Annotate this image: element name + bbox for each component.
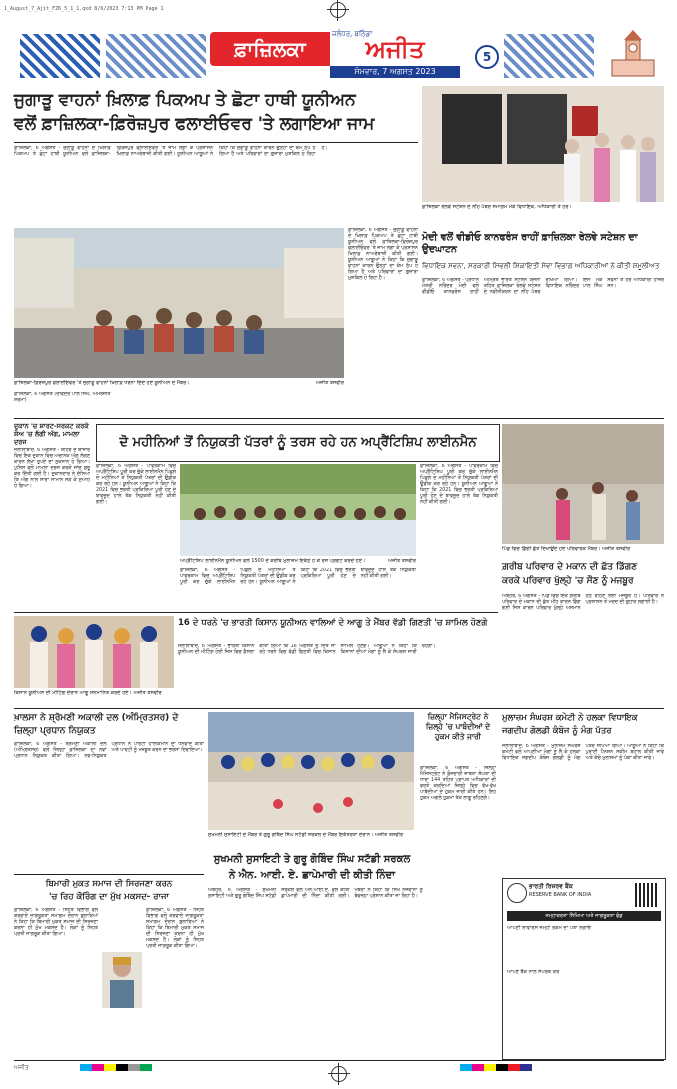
roof-body-text: ਅਬੋਹਰ, 6 ਅਗਸਤ - ਪਿੰਡ ਵਿਚ ਇਕ ਗ਼ਰੀਬ ਪਰਿਵਾਰ ਦੇ ਮਕਾਨ ਦੀ ਛੱਤ ਮੀਂਹ ਕਾਰਨ ਡਿੱਗ ਗਈ ਜਿਸ ਕਾਰਨ ਪਰਿਵਾਰ ਖੁੱਲ੍ਹੇ ਅਸਮਾਨ ਹੇਠ ਰਹਿਣ ਲਈ ਮਜਬੂਰ ਹੈ। ਪਰਿਵਾਰ ਨੇ ਪ੍ਰਸ਼ਾਸਨ ਤੋਂ ਮਦਦ ਦੀ ਗੁਹਾਰ ਲਗਾਈ ਹੈ। bbox=[502, 594, 664, 611]
apprentice-photo bbox=[180, 464, 416, 556]
divider bbox=[14, 142, 418, 143]
employee-body bbox=[502, 744, 664, 874]
fire-headline: ਦੁਕਾਨ 'ਚ ਸ਼ਾਰਟ-ਸਰਕਟ ਕਰਕੇ ਸ਼ੋਅ 'ਚ ਲੱਗੀ ਅੱਗ, ਮਾਮਲਾ ਦਰਜ bbox=[14, 422, 89, 446]
roof-caption bbox=[502, 546, 664, 554]
lead-body-continued: ਫ਼ਾਜ਼ਿਲਕਾ, 6 ਅਗਸਤ - ਜੁਗਾੜੂ ਵਾਹਨਾਂ ਦੇ ਖ਼ਿਲਾਫ਼ ਪਿਕਅਪ ਤੇ ਛੋਟਾ ਹਾਥੀ ਯੂਨੀਅਨ ਵਲੋਂ ਫ਼ਾਜ਼ਿਲਕਾ-ਫ਼ਿਰੋਜ਼ਪੁਰ ਫਲਾਈਓਵਰ 'ਤੇ ਜਾਮ ਲਗਾ ਕੇ ਪ੍ਰਸ਼ਾਸਨ ਖ਼ਿਲਾਫ਼ ਨਾਅਰੇਬਾਜ਼ੀ ਕੀਤੀ ਗਈ। ਯੂਨੀਅਨ ਆਗੂਆਂ ਨੇ ਕਿਹਾ ਕਿ ਜੁਗਾੜੂ ਵਾਹਨਾਂ ਕਾਰਨ ਉਨ੍ਹਾਂ ਦਾ ਕੰਮ ਠੱਪ ਹੋ ਗਿਆ ਹੈ ਅਤੇ ਪਰਿਵਾਰਾਂ ਦਾ ਗੁਜ਼ਾਰਾ ਮੁਸ਼ਕਿਲ ਹੋ ਰਿਹਾ ਹੈ। bbox=[348, 228, 418, 281]
disease-headline bbox=[14, 878, 204, 904]
disease-body bbox=[14, 908, 98, 1056]
rbi-logo-icon bbox=[507, 883, 527, 903]
roof-headline-line1: ਗ਼ਰੀਬ ਪਰਿਵਾਰ ਦੇ ਮਕਾਨ ਦੀ ਛੱਤ ਡਿੱਗਣ bbox=[502, 562, 638, 572]
divider bbox=[14, 708, 664, 709]
lead-byline: ਫ਼ਾਜ਼ਿਲਕਾ, 6 ਅਗਸਤ (ਦਵਿੰਦਰ ਪਾਲ ਸਿੰਘ, ਅਮਰਜੀਤ ਸ਼ਰਮਾ) bbox=[14, 392, 111, 403]
kisan-photo bbox=[14, 616, 174, 688]
fire-body-text: ਜਲਾਲਾਬਾਦ, 6 ਅਗਸਤ - ਸ਼ਹਿਰ ਦੇ ਬਾਜ਼ਾਰ ਵਿਚ ਇਕ ਦੁਕਾਨ ਵਿਚ ਅਚਾਨਕ ਅੱਗ ਲੱਗਣ ਕਾਰਨ ਲੱਖਾਂ ਰੁਪਏ ਦਾ ਨੁਕਸਾਨ ਹੋ ਗਿਆ। ਪੁਲਿਸ ਵਲੋਂ ਮਾਮਲਾ ਦਰਜ ਕਰਕੇ ਜਾਂਚ ਸ਼ੁਰੂ ਕਰ ਦਿੱਤੀ ਗਈ ਹੈ। ਦੁਕਾਨਦਾਰ ਨੇ ਦੱਸਿਆ ਕਿ ਅੱਗ ਨਾਲ ਸਾਰਾ ਸਾਮਾਨ ਸੜ ਕੇ ਸੁਆਹ ਹੋ ਗਿਆ। bbox=[14, 448, 90, 489]
ad-line-2: ਆਪਣੇ ਬੈਂਕ ਨਾਲ ਸੰਪਰਕ ਕਰੋ bbox=[507, 969, 560, 975]
employee-body-text: ਜਲਾਲਾਬਾਦ, 6 ਅਗਸਤ - ਮੁਲਾਜ਼ਮ ਸੰਘਰਸ਼ ਕਮੇਟੀ ਵਲੋਂ ਆਪਣੀਆਂ ਮੰਗਾਂ ਨੂੰ ਲੈ ਕੇ ਹਲਕਾ ਵਿਧਾਇਕ ਜਗਦੀਪ ਕੰਬੋਜ ਗੋਲਡੀ ਨੂੰ ਮੰਗ ਪੱਤਰ ਸੌਂਪਿਆ ਗਿਆ। ਆਗੂਆਂ ਨੇ ਕਿਹਾ ਕਿ ਪੁਰਾਣੀ ਪੈਨਸ਼ਨ ਸਕੀਮ ਬਹਾਲ ਕੀਤੀ ਜਾਵੇ ਅਤੇ ਕੱਚੇ ਮੁਲਾਜ਼ਮਾਂ ਨੂੰ ਪੱਕਾ ਕੀਤਾ ਜਾਵੇ। bbox=[502, 744, 664, 761]
lead-body bbox=[14, 146, 418, 226]
disease-person-photo bbox=[102, 952, 142, 1008]
kisan-body-text: ਜਲਾਲਾਬਾਦ, 6 ਅਗਸਤ - ਭਾਰਤੀ ਕਿਸਾਨ ਯੂਨੀਅਨ ਦੀ ਮੀਟਿੰਗ ਹੋਈ ਜਿਸ ਵਿਚ ਫ਼ੈਸਲਾ ਕੀਤਾ ਗਿਆ ਕਿ 16 ਅਗਸਤ ਨੂੰ ਦਿੱਤੇ ਜਾ ਰਹੇ ਧਰਨੇ ਵਿਚ ਵੱਡੀ ਗਿਣਤੀ ਵਿਚ ਕਿਸਾਨ ਸ਼ਾਮਿਲ ਹੋਣਗੇ। ਆਗੂਆਂ ਨੇ ਕਿਹਾ ਕਿ ਕਿਸਾਨਾਂ ਦੀਆਂ ਮੰਗਾਂ ਨੂੰ ਲੈ ਕੇ ਸੰਘਰਸ਼ ਜਾਰੀ ਰਹੇਗਾ। bbox=[178, 644, 436, 655]
roof-headline-line2: ਕਰਕੇ ਪਰਿਵਾਰ ਖੁੱਲ੍ਹੇ 'ਚ ਸੌਣ ਨੂੰ ਮਜਬੂਰ bbox=[502, 576, 634, 586]
apprentice-body-text: ਫ਼ਾਜ਼ਿਲਕਾ, 6 ਅਗਸਤ - ਪਾਵਰਕਾਮ ਵਿਚ ਅਪ੍ਰੈਂਟਿਸ਼ਿਪ ਪੂਰੀ ਕਰ ਚੁੱਕੇ ਲਾਈਨਮੈਨ ਪਿਛਲੇ ਦੋ ਮਹੀਨਿਆਂ ਤੋਂ ਨਿਯੁਕਤੀ ਪੱਤਰਾਂ ਦੀ ਉਡੀਕ ਕਰ ਰਹੇ ਹਨ। ਯੂਨੀਅਨ ਆਗੂਆਂ ਨੇ ਕਿਹਾ ਕਿ 2021 ਵਿਚ ਭਰਤੀ ਪ੍ਰਕਿਰਿਆ ਪੂਰੀ ਹੋਣ ਦੇ ਬਾਵਜੂਦ ਹਾਲੇ ਤੱਕ ਨਿਯੁਕਤੀ ਨਹੀਂ ਕੀਤੀ ਗਈ। bbox=[96, 464, 176, 505]
apprentice-caption-text: ਅਪ੍ਰੈਂਟਿਸ਼ਿਪ ਲਾਈਨਮੈਨ ਯੂਨੀਅਨ ਵਲੋਂ 1500 ਦੇ ਕਰੀਬ ਮੁਲਾਜ਼ਮ ਇਕੱਠੇ ਹੋ ਕੇ ਰੋਸ ਪ੍ਰਗਟ ਕਰਦੇ ਹੋਏ। bbox=[180, 558, 366, 564]
station-body bbox=[422, 278, 664, 416]
apprentice-body bbox=[96, 464, 176, 568]
roof-caption-text: ਪਿੰਡ ਵਿਚ ਡਿੱਗੀ ਛੱਤ ਦਿਖਾਉਂਦੇ ਹੋਏ ਪਰਿਵਾਰਕ ਮੈਂਬਰ। bbox=[502, 546, 601, 552]
lead-body-bottom bbox=[14, 392, 418, 414]
tagline: ਜਲੰਧਰ, ਬਠਿੰਡਾ bbox=[332, 30, 373, 38]
apprentice-caption bbox=[180, 558, 416, 566]
roof-photo bbox=[502, 424, 664, 544]
registration-mark-icon bbox=[330, 2, 346, 18]
disease-body-text: ਫ਼ਾਜ਼ਿਲਕਾ, 6 ਅਗਸਤ - ਸਿਹਤ ਵਿਭਾਗ ਵਲੋਂ ਕਰਵਾਏ ਜਾਗਰੂਕਤਾ ਸਮਾਗਮ ਦੌਰਾਨ ਬੁਲਾਰਿਆਂ ਨੇ ਕਿਹਾ ਕਿ ਬਿਮਾਰੀ ਮੁਕਤ ਸਮਾਜ ਦੀ ਸਿਰਜਣਾ ਕਰਨਾ ਹੀ ਮੁੱਖ ਮਕਸਦ ਹੈ। ਲੋਕਾਂ ਨੂੰ ਸਿਹਤ ਪ੍ਰਤੀ ਜਾਗਰੂਕ ਕੀਤਾ ਗਿਆ। bbox=[14, 908, 98, 937]
divider bbox=[14, 418, 664, 419]
sukhmani-body-text: ਅਬੋਹਰ, 6 ਅਗਸਤ - ਸੁਖਮਨੀ ਸੁਸਾਇਟੀ ਅਤੇ ਗੁਰੂ ਗੋਬਿੰਦ ਸਿੰਘ ਸਟੱਡੀ ਸਰਕਲ ਵਲੋਂ ਐਨ.ਆਈ.ਏ. ਵਲੋਂ ਕੀਤੀ ਛਾਪੇਮਾਰੀ ਦੀ ਨਿੰਦਾ ਕੀਤੀ ਗਈ। ਮੈਂਬਰਾਂ ਨੇ ਕਿਹਾ ਕਿ ਸਿੱਖ ਨੌਜਵਾਨਾਂ ਨੂੰ ਬੇਵਜ੍ਹਾ ਪ੍ਰੇਸ਼ਾਨ ਕੀਤਾ ਜਾ ਰਿਹਾ ਹੈ। bbox=[208, 888, 423, 899]
lead-photo-caption bbox=[14, 380, 344, 388]
employee-headline bbox=[502, 712, 664, 738]
ad-subtitle: RESERVE BANK OF INDIA bbox=[529, 892, 592, 898]
issue-date: ਸੋਮਵਾਰ, 7 ਅਗਸਤ 2023 bbox=[330, 66, 460, 78]
logo-paper: ਅਜੀਤ bbox=[365, 34, 425, 63]
left-pattern-decoration-2 bbox=[106, 34, 206, 78]
dm-body bbox=[420, 766, 496, 886]
lead-body-text: ਫ਼ਾਜ਼ਿਲਕਾ, 6 ਅਗਸਤ - ਜੁਗਾੜੂ ਵਾਹਨਾਂ ਦੇ ਖ਼ਿਲਾਫ਼ ਪਿਕਅਪ ਤੇ ਛੋਟਾ ਹਾਥੀ ਯੂਨੀਅਨ ਵਲੋਂ ਫ਼ਾਜ਼ਿਲਕਾ-ਫ਼ਿਰੋਜ਼ਪੁਰ ਫਲਾਈਓਵਰ 'ਤੇ ਜਾਮ ਲਗਾ ਕੇ ਪ੍ਰਸ਼ਾਸਨ ਖ਼ਿਲਾਫ਼ ਨਾਅਰੇਬਾਜ਼ੀ ਕੀਤੀ ਗਈ। ਯੂਨੀਅਨ ਆਗੂਆਂ ਨੇ ਕਿਹਾ ਕਿ ਜੁਗਾੜੂ ਵਾਹਨਾਂ ਕਾਰਨ ਉਨ੍ਹਾਂ ਦਾ ਕੰਮ ਠੱਪ ਹੋ ਗਿਆ ਹੈ ਅਤੇ ਪਰਿਵਾਰਾਂ ਦਾ ਗੁਜ਼ਾਰਾ ਮੁਸ਼ਕਿਲ ਹੋ ਰਿਹਾ ਹੈ। bbox=[14, 146, 328, 157]
ad-line-1: ਆਪਣੀ ਲਾਵਾਰਸ ਜਮ੍ਹਾਂ ਰਕਮ ਦਾ ਪਤਾ ਲਗਾਓ bbox=[507, 925, 592, 931]
apprentice-body-right bbox=[420, 464, 498, 608]
dm-body-text: ਫ਼ਾਜ਼ਿਲਕਾ, 6 ਅਗਸਤ - ਜ਼ਿਲ੍ਹਾ ਮੈਜਿਸਟ੍ਰੇਟ ਨੇ ਫ਼ੌਜਦਾਰੀ ਜ਼ਾਬਤਾ ਸੰਘਤਾ ਦੀ ਧਾਰਾ 144 ਤਹਿਤ ਪ੍ਰਾਪਤ ਅਧਿਕਾਰਾਂ ਦੀ ਵਰਤੋਂ ਕਰਦਿਆਂ ਜ਼ਿਲ੍ਹੇ ਵਿਚ ਵੱਖ-ਵੱਖ ਪਾਬੰਦੀਆਂ ਦੇ ਹੁਕਮ ਜਾਰੀ ਕੀਤੇ ਹਨ। ਇਹ ਹੁਕਮ ਅਗਲੇ ਹੁਕਮਾਂ ਤੱਕ ਲਾਗੂ ਰਹਿਣਗੇ। bbox=[420, 766, 496, 801]
footer-text: ਅਜੀਤ bbox=[14, 1064, 29, 1071]
sukhmani-caption-credit: ਅਜੀਤ ਤਸਵੀਰ bbox=[374, 832, 404, 838]
ad-banner: ਜਮ੍ਹਾਕਰਤਾ ਸਿੱਖਿਆ ਅਤੇ ਜਾਗਰੂਕਤਾ ਫੰਡ bbox=[507, 911, 661, 921]
newspaper-logo bbox=[210, 32, 480, 78]
sukhmani-headline bbox=[208, 852, 416, 884]
fire-body bbox=[14, 448, 90, 604]
clock-tower-icon bbox=[606, 30, 660, 80]
station-headline: ਮੋਦੀ ਵਲੋਂ ਵੀਡੀਓ ਕਾਨਫਰੰਸ ਰਾਹੀਂ ਫ਼ਾਜ਼ਿਲਕਾ ਰੇਲਵੇ ਸਟੇਸ਼ਨ ਦਾ ਉਦਘਾਟਨ bbox=[422, 232, 638, 255]
employee-headline-line1: ਮੁਲਾਜ਼ਮ ਸੰਘਰਸ਼ ਕਮੇਟੀ ਨੇ ਹਲਕਾ ਵਿਧਾਇਕ bbox=[502, 713, 638, 723]
akali-body bbox=[14, 742, 204, 872]
dm-headline: ਜ਼ਿਲ੍ਹਾ ਮੈਜਿਸਟ੍ਰੇਟ ਨੇ ਜ਼ਿਲ੍ਹੇ 'ਚ ਪਾਬੰਦੀਆਂ ਦੇ ਹੁਕਮ ਕੀਤੇ ਜਾਰੀ bbox=[425, 712, 491, 741]
lead-body-side bbox=[348, 228, 418, 378]
kisan-headline: 16 ਦੇ ਧਰਨੇ 'ਚ ਭਾਰਤੀ ਕਿਸਾਨ ਯੂਨੀਅਨ ਵਾਲਿਆਂ ਦੇ ਆਗੂ ਤੇ ਮੈਂਬਰ ਵੱਡੀ ਗਿਣਤੀ 'ਚ ਸ਼ਾਮਿਲ ਹੋਣਗੇ bbox=[178, 618, 488, 628]
station-photo bbox=[422, 86, 664, 202]
akali-headline: ਖ਼ਾਲਸਾ ਨੇ ਸ਼੍ਰੋਮਣੀ ਅਕਾਲੀ ਦਲ (ਅੰਮ੍ਰਿਤਸਰ) ਦੇ ਜ਼ਿਲ੍ਹਾ ਪ੍ਰਧਾਨ ਨਿਯੁਕਤ bbox=[14, 713, 179, 736]
lead-caption-text: ਫ਼ਾਜ਼ਿਲਕਾ-ਫ਼ਿਰੋਜ਼ਪੁਰ ਫਲਾਈਓਵਰ 'ਤੇ ਜੁਗਾੜੂ ਵਾਹਨਾਂ ਖ਼ਿਲਾਫ਼ ਧਰਨਾ ਦਿੰਦੇ ਹੋਏ ਯੂਨੀਅਨ ਦੇ ਮੈਂਬਰ। bbox=[14, 380, 190, 386]
page-number: 5 bbox=[475, 45, 499, 69]
akali-body-text: ਫ਼ਾਜ਼ਿਲਕਾ, 6 ਅਗਸਤ - ਸ਼੍ਰੋਮਣੀ ਅਕਾਲੀ ਦਲ (ਅੰਮ੍ਰਿਤਸਰ) ਵਲੋਂ ਜ਼ਿਲ੍ਹਾ ਫ਼ਾਜ਼ਿਲਕਾ ਦਾ ਨਵਾਂ ਪ੍ਰਧਾਨ ਨਿਯੁਕਤ ਕੀਤਾ ਗਿਆ। ਨਵ-ਨਿਯੁਕਤ ਪ੍ਰਧਾਨ ਨੇ ਪਾਰਟੀ ਹਾਈਕਮਾਨ ਦਾ ਧੰਨਵਾਦ ਕੀਤਾ ਅਤੇ ਪਾਰਟੀ ਨੂੰ ਮਜ਼ਬੂਤ ਕਰਨ ਦਾ ਭਰੋਸਾ ਦਿਵਾਇਆ। bbox=[14, 742, 204, 759]
right-pattern-decoration bbox=[504, 34, 594, 78]
kisan-caption-text: ਕਿਸਾਨ ਯੂਨੀਅਨ ਦੀ ਮੀਟਿੰਗ ਦੌਰਾਨ ਆਗੂ ਸਨਮਾਨਿਤ ਕਰਦੇ ਹੋਏ। bbox=[14, 690, 132, 696]
lead-headline-line2: ਵਲੋਂ ਫ਼ਾਜ਼ਿਲਕਾ-ਫ਼ਿਰੋਜ਼ਪੁਰ ਫਲਾਈਓਵਰ 'ਤੇ ਲਗਾਇਆ ਜਾਮ bbox=[14, 114, 375, 134]
roof-headline bbox=[502, 560, 664, 588]
apprentice-body-lower bbox=[180, 568, 416, 608]
disease-body-right bbox=[146, 908, 204, 1056]
sukhmani-caption-text: ਸੁਖਮਨੀ ਸੁਸਾਇਟੀ ਦੇ ਮੈਂਬਰ ਤੇ ਗੁਰੂ ਗੋਬਿੰਦ ਸਿੰਘ ਸਟੱਡੀ ਸਰਕਲ ਦੇ ਮੈਂਬਰ ਇਕੱਤਰਤਾ ਦੌਰਾਨ। bbox=[208, 832, 374, 838]
disease-headline-line2: 'ਚ ਰਿਹ ਕੌਰਿੰਗ ਦਾ ਮੁੱਖ ਮਕਸਦ- ਰਾਜਾ bbox=[49, 892, 169, 902]
sukhmani-headline-line1: ਸੁਖਮਨੀ ਸੁਸਾਇਟੀ ਤੇ ਗੁਰੂ ਗੋਬਿੰਦ ਸਿੰਘ ਸਟੱਡੀ ਸਰਕਲ bbox=[213, 854, 411, 865]
sukhmani-body bbox=[208, 888, 496, 1056]
left-pattern-decoration bbox=[20, 34, 100, 78]
kisan-caption bbox=[14, 690, 174, 704]
station-subhead: ਵਿਧਾਇਕ ਸਵਨਾ, ਸਰਕਾਰੀ ਸਿਵਲੀ ਸ਼ਿਕਾਇਤੀ ਸੇਵਾ ਵਿਭਾਗ ਅਧਿਕਾਰੀਆਂ ਨੇ ਕੀਤੀ ਸ਼ਮੂਲੀਅਤ bbox=[422, 262, 660, 270]
disease-body-right-text: ਫ਼ਾਜ਼ਿਲਕਾ, 6 ਅਗਸਤ - ਸਿਹਤ ਵਿਭਾਗ ਵਲੋਂ ਕਰਵਾਏ ਜਾਗਰੂਕਤਾ ਸਮਾਗਮ ਦੌਰਾਨ ਬੁਲਾਰਿਆਂ ਨੇ ਕਿਹਾ ਕਿ ਬਿਮਾਰੀ ਮੁਕਤ ਸਮਾਜ ਦੀ ਸਿਰਜਣਾ ਕਰਨਾ ਹੀ ਮੁੱਖ ਮਕਸਦ ਹੈ। ਲੋਕਾਂ ਨੂੰ ਸਿਹਤ ਪ੍ਰਤੀ ਜਾਗਰੂਕ ਕੀਤਾ ਗਿਆ। bbox=[146, 908, 204, 949]
apprentice-body-right-text: ਫ਼ਾਜ਼ਿਲਕਾ, 6 ਅਗਸਤ - ਪਾਵਰਕਾਮ ਵਿਚ ਅਪ੍ਰੈਂਟਿਸ਼ਿਪ ਪੂਰੀ ਕਰ ਚੁੱਕੇ ਲਾਈਨਮੈਨ ਪਿਛਲੇ ਦੋ ਮਹੀਨਿਆਂ ਤੋਂ ਨਿਯੁਕਤੀ ਪੱਤਰਾਂ ਦੀ ਉਡੀਕ ਕਰ ਰਹੇ ਹਨ। ਯੂਨੀਅਨ ਆਗੂਆਂ ਨੇ ਕਿਹਾ ਕਿ 2021 ਵਿਚ ਭਰਤੀ ਪ੍ਰਕਿਰਿਆ ਪੂਰੀ ਹੋਣ ਦੇ ਬਾਵਜੂਦ ਹਾਲੇ ਤੱਕ ਨਿਯੁਕਤੀ ਨਹੀਂ ਕੀਤੀ ਗਈ। bbox=[420, 464, 498, 505]
ad-title: ਭਾਰਤੀ ਰਿਜ਼ਰਵ ਬੈਂਕ bbox=[529, 883, 573, 890]
sukhmani-photo bbox=[208, 712, 414, 830]
rbi-advertisement bbox=[502, 878, 666, 1060]
roof-caption-credit: ਅਜੀਤ ਤਸਵੀਰ bbox=[601, 546, 631, 552]
employee-headline-line2: ਜਗਦੀਪ ਗੋਲਡੀ ਕੰਬੋਜ ਨੂੰ ਮੰਗ ਪੱਤਰ bbox=[502, 726, 612, 736]
apprentice-headline: ਦੋ ਮਹੀਨਿਆਂ ਤੋਂ ਨਿਯੁਕਤੀ ਪੱਤਰਾਂ ਨੂੰ ਤਰਸ ਰਹੇ ਹਨ ਅਪ੍ਰੈਂਟਿਸ਼ਿਪ ਲਾਈਨਮੈਨ bbox=[96, 424, 500, 462]
logo-city: ਫ਼ਾਜ਼ਿਲਕਾ bbox=[210, 32, 330, 66]
station-body-text: ਫ਼ਾਜ਼ਿਲਕਾ, 6 ਅਗਸਤ - ਪ੍ਰਧਾਨ ਮੰਤਰੀ ਨਰਿੰਦਰ ਮੋਦੀ ਵਲੋਂ ਵੀਡੀਓ ਕਾਨਫਰੰਸ ਰਾਹੀਂ ਅੰਮ੍ਰਿਤ ਭਾਰਤ ਸਟੇਸ਼ਨ ਯੋਜਨਾ ਤਹਿਤ ਫ਼ਾਜ਼ਿਲਕਾ ਰੇਲਵੇ ਸਟੇਸ਼ਨ ਦੇ ਨਵੀਨੀਕਰਨ ਦਾ ਨੀਂਹ ਪੱਥਰ ਰੱਖਿਆ ਗਿਆ। ਇਸ ਮੌਕੇ ਵਿਧਾਇਕ ਨਰਿੰਦਰ ਪਾਲ ਸਿੰਘ ਸਵਨਾ ਤੇ ਹੋਰ ਅਧਿਕਾਰੀ ਹਾਜ਼ਰ ਸਨ। bbox=[422, 278, 664, 295]
color-bar-left bbox=[80, 1064, 210, 1071]
divider bbox=[14, 612, 498, 613]
divider bbox=[14, 874, 204, 875]
registration-mark-icon bbox=[331, 1066, 347, 1082]
file-slug-text: 1_August_7_Ajit_FZK_5_1_1.qxd 8/6/2023 7:13 PM Page 1 bbox=[4, 6, 164, 12]
divider bbox=[14, 1060, 664, 1061]
station-photo-caption: ਫ਼ਾਜ਼ਿਲਕਾ ਰੇਲਵੇ ਸਟੇਸ਼ਨ ਦੇ ਨੀਂਹ ਪੱਥਰ ਸਮਾਗਮ ਮੌਕੇ ਵਿਧਾਇਕ, ਅਧਿਕਾਰੀ ਤੇ ਹੋਰ। bbox=[422, 204, 572, 210]
kisan-body bbox=[178, 644, 498, 706]
roof-body bbox=[502, 594, 664, 700]
apprentice-caption-credit: ਅਜੀਤ ਤਸਵੀਰ bbox=[387, 558, 416, 564]
lead-headline-line1: ਜੁਗਾੜੂ ਵਾਹਨਾਂ ਖ਼ਿਲਾਫ਼ ਪਿਕਅਪ ਤੇ ਛੋਟਾ ਹਾਥੀ ਯੂਨੀਅਨ bbox=[14, 90, 356, 110]
lead-photo bbox=[14, 228, 344, 378]
color-bar-right bbox=[460, 1064, 590, 1071]
lead-headline bbox=[14, 88, 418, 136]
disease-headline-line1: ਬਿਮਾਰੀ ਮੁਕਤ ਸਮਾਜ ਦੀ ਸਿਰਜਣਾ ਕਰਨ bbox=[45, 879, 173, 889]
apprentice-body-continued: ਫ਼ਾਜ਼ਿਲਕਾ, 6 ਅਗਸਤ - ਪਾਵਰਕਾਮ ਵਿਚ ਅਪ੍ਰੈਂਟਿਸ਼ਿਪ ਪੂਰੀ ਕਰ ਚੁੱਕੇ ਲਾਈਨਮੈਨ ਪਿਛਲੇ ਦੋ ਮਹੀਨਿਆਂ ਤੋਂ ਨਿਯੁਕਤੀ ਪੱਤਰਾਂ ਦੀ ਉਡੀਕ ਕਰ ਰਹੇ ਹਨ। ਯੂਨੀਅਨ ਆਗੂਆਂ ਨੇ ਕਿਹਾ ਕਿ 2021 ਵਿਚ ਭਰਤੀ ਪ੍ਰਕਿਰਿਆ ਪੂਰੀ ਹੋਣ ਦੇ ਬਾਵਜੂਦ ਹਾਲੇ ਤੱਕ ਨਿਯੁਕਤੀ ਨਹੀਂ ਕੀਤੀ ਗਈ। bbox=[180, 568, 416, 585]
kisan-caption-credit: ਅਜੀਤ ਤਸਵੀਰ bbox=[133, 690, 162, 696]
qr-code-icon bbox=[635, 883, 659, 907]
lead-caption-credit: ਅਜੀਤ ਤਸਵੀਰ bbox=[315, 380, 344, 386]
sukhmani-headline-line2: ਨੇ ਐਨ. ਆਈ. ਏ. ਛਾਪੇਮਾਰੀ ਦੀ ਕੀਤੀ ਨਿੰਦਾ bbox=[229, 870, 395, 881]
sukhmani-caption bbox=[208, 832, 414, 846]
file-slug bbox=[0, 0, 677, 24]
